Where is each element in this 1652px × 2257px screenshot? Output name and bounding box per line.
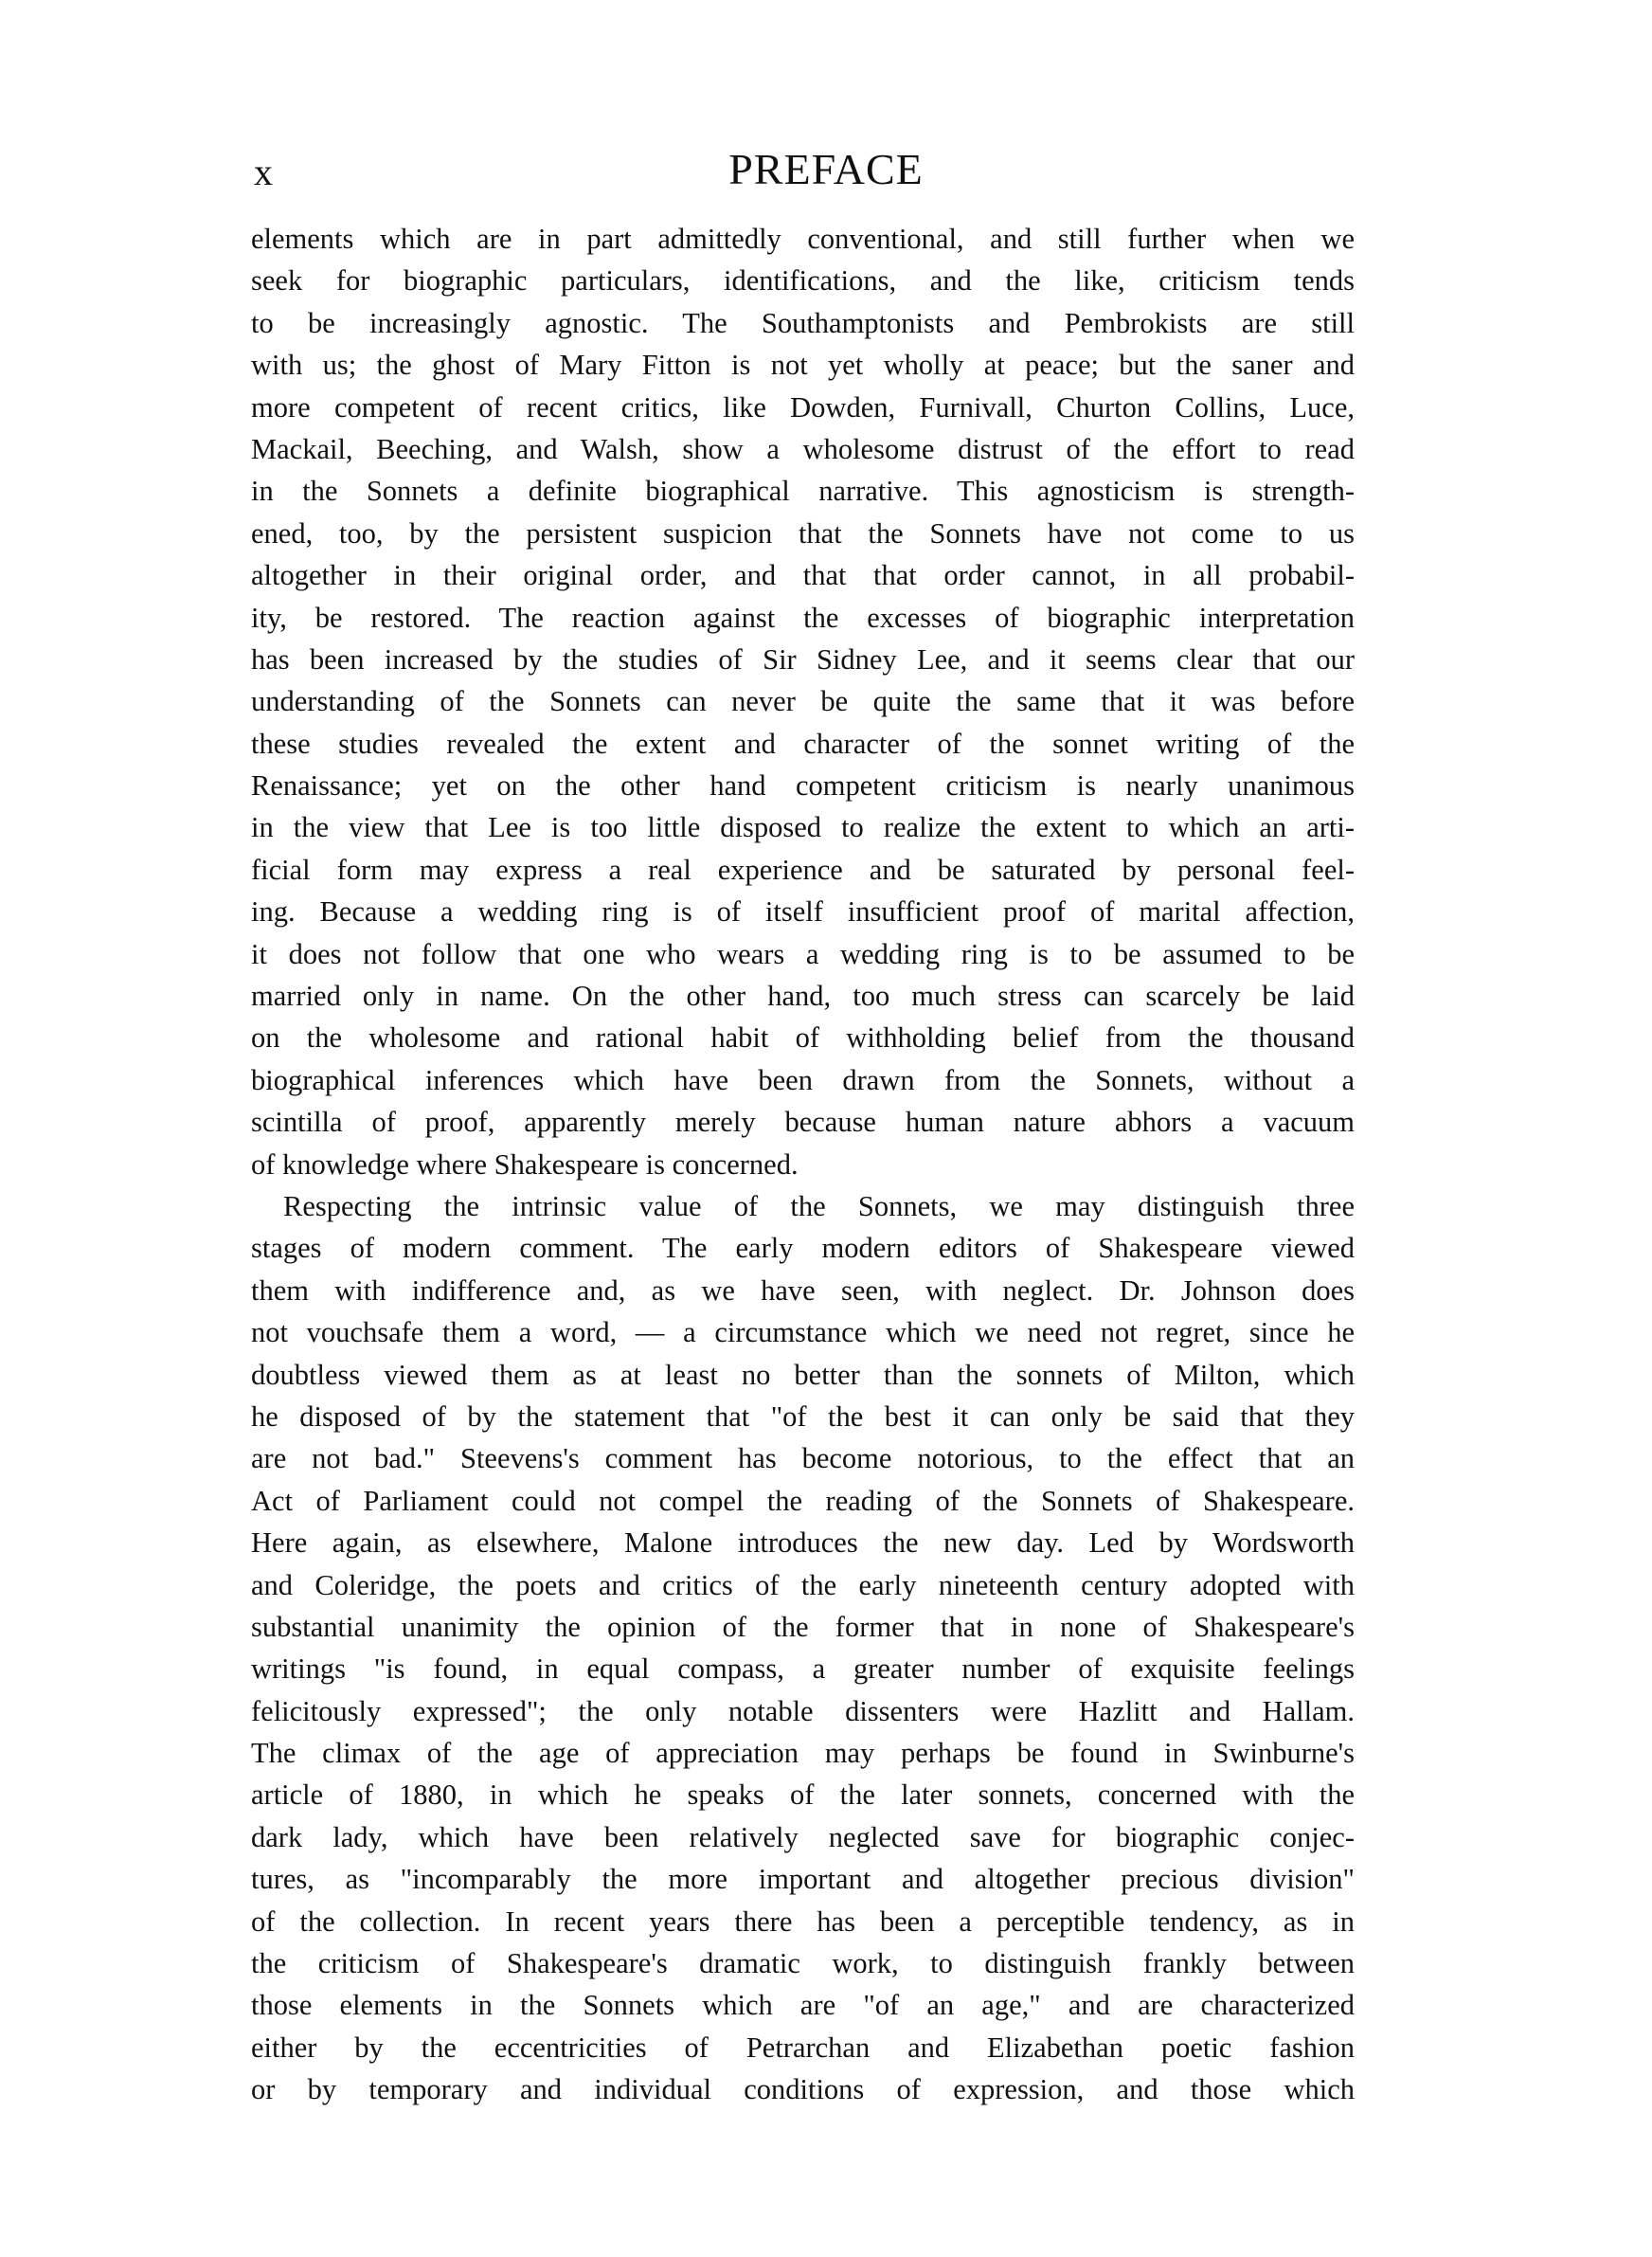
text-line: married only in name. On the other hand, too much stress can scarcely be laid xyxy=(251,980,1355,1013)
text-line: in the Sonnets a definite biographical narrative. This agnosticism is strength- xyxy=(251,475,1355,508)
text-line: ity, be restored. The reaction against the excesses of biographic interpretation xyxy=(251,601,1355,634)
text-line: these studies revealed the extent and character of the sonnet writing of the xyxy=(251,727,1355,760)
text-line: writings "is found, in equal compass, a greater number of exquisite feelings xyxy=(251,1652,1355,1686)
text-line: tures, as "incomparably the more important and altogether precious division" xyxy=(251,1863,1355,1896)
text-line: substantial unanimity the opinion of the former that in none of Shakespeare's xyxy=(251,1610,1355,1643)
text-line: ing. Because a wedding ring is of itself insufficient proof of marital affection, xyxy=(251,895,1355,929)
text-line: biographical inferences which have been drawn from the Sonnets, without a xyxy=(251,1063,1355,1096)
text-line: those elements in the Sonnets which are "of an age," and are characterized xyxy=(251,1989,1355,2022)
body-text xyxy=(251,218,1355,2111)
paragraph-start-line: Respecting the intrinsic value of the Sonnets, we may distinguish three xyxy=(283,1189,1355,1222)
text-line: he disposed of by the statement that "of the best it can only be said that they xyxy=(251,1399,1355,1433)
text-line: ficial form may express a real experience and be saturated by personal feel- xyxy=(251,853,1355,886)
text-line: has been increased by the studies of Sir Sidney Lee, and it seems clear that our xyxy=(251,642,1355,676)
text-line: are not bad." Steevens's comment has become notorious, to the effect that an xyxy=(251,1442,1355,1475)
text-line: ened, too, by the persistent suspicion that the Sonnets have not come to us xyxy=(251,516,1355,550)
text-line: elements which are in part admittedly conventional, and still further when we xyxy=(251,223,1355,255)
text-line: or by temporary and individual conditions of expression, and those which xyxy=(251,2073,1355,2106)
text-line: dark lady, which have been relatively neglected save for biographic conjec- xyxy=(251,1820,1355,1853)
text-line: Here again, as elsewhere, Malone introduces the new day. Led by Wordsworth xyxy=(251,1526,1355,1560)
page-number: x xyxy=(254,151,273,193)
text-line: more competent of recent critics, like Dowden, Furnivall, Churton Collins, Luce, xyxy=(251,390,1355,424)
text-line: The climax of the age of appreciation may perhaps be found in Swinburne's xyxy=(251,1737,1355,1770)
text-line: article of 1880, in which he speaks of the later sonnets, concerned with the xyxy=(251,1779,1355,1812)
text-line: doubtless viewed them as at least no better than the sonnets of Milton, which xyxy=(251,1358,1355,1391)
text-line: of knowledge where Shakespeare is concerned. xyxy=(251,1147,799,1181)
text-line: felicitously expressed"; the only notable dissenters were Hazlitt and Hallam. xyxy=(251,1694,1355,1727)
text-line: of the collection. In recent years there has been a perceptible tendency, as in xyxy=(251,1905,1355,1938)
text-line: understanding of the Sonnets can never be quite the same that it was before xyxy=(251,685,1355,718)
text-line: to be increasingly agnostic. The Southamptonists and Pembrokists are still xyxy=(251,306,1355,339)
text-line: either by the eccentricities of Petrarchan and Elizabethan poetic fashion xyxy=(251,2031,1355,2064)
text-line: Act of Parliament could not compel the reading of the Sonnets of Shakespeare. xyxy=(251,1484,1355,1517)
text-line: them with indifference and, as we have seen, with neglect. Dr. Johnson does xyxy=(251,1273,1355,1307)
text-line: seek for biographic particulars, identifications, and the like, criticism tends xyxy=(251,264,1355,298)
text-line: it does not follow that one who wears a wedding ring is to be assumed to be xyxy=(251,937,1355,970)
text-line: Mackail, Beeching, and Walsh, show a wholesome distrust of the effort to read xyxy=(251,432,1355,465)
text-line: and Coleridge, the poets and critics of the early nineteenth century adopted with xyxy=(251,1568,1355,1601)
text-line: scintilla of proof, apparently merely because human nature abhors a vacuum xyxy=(251,1106,1355,1139)
running-head: PREFACE xyxy=(728,145,924,193)
text-line: on the wholesome and rational habit of withholding belief from the thousand xyxy=(251,1021,1355,1055)
text-line: the criticism of Shakespeare's dramatic work, to distinguish frankly between xyxy=(251,1947,1355,1980)
text-line: altogether in their original order, and that that order cannot, in all probabil- xyxy=(251,559,1355,592)
text-line: not vouchsafe them a word, — a circumstance which we need not regret, since he xyxy=(251,1316,1355,1349)
text-line: with us; the ghost of Mary Fitton is not yet wholly at peace; but the saner and xyxy=(251,349,1355,382)
text-line: stages of modern comment. The early modern editors of Shakespeare viewed xyxy=(251,1232,1355,1265)
text-line: Renaissance; yet on the other hand competent criticism is nearly unanimous xyxy=(251,769,1355,803)
text-line: in the view that Lee is too little disposed to realize the extent to which an arti- xyxy=(251,811,1355,844)
